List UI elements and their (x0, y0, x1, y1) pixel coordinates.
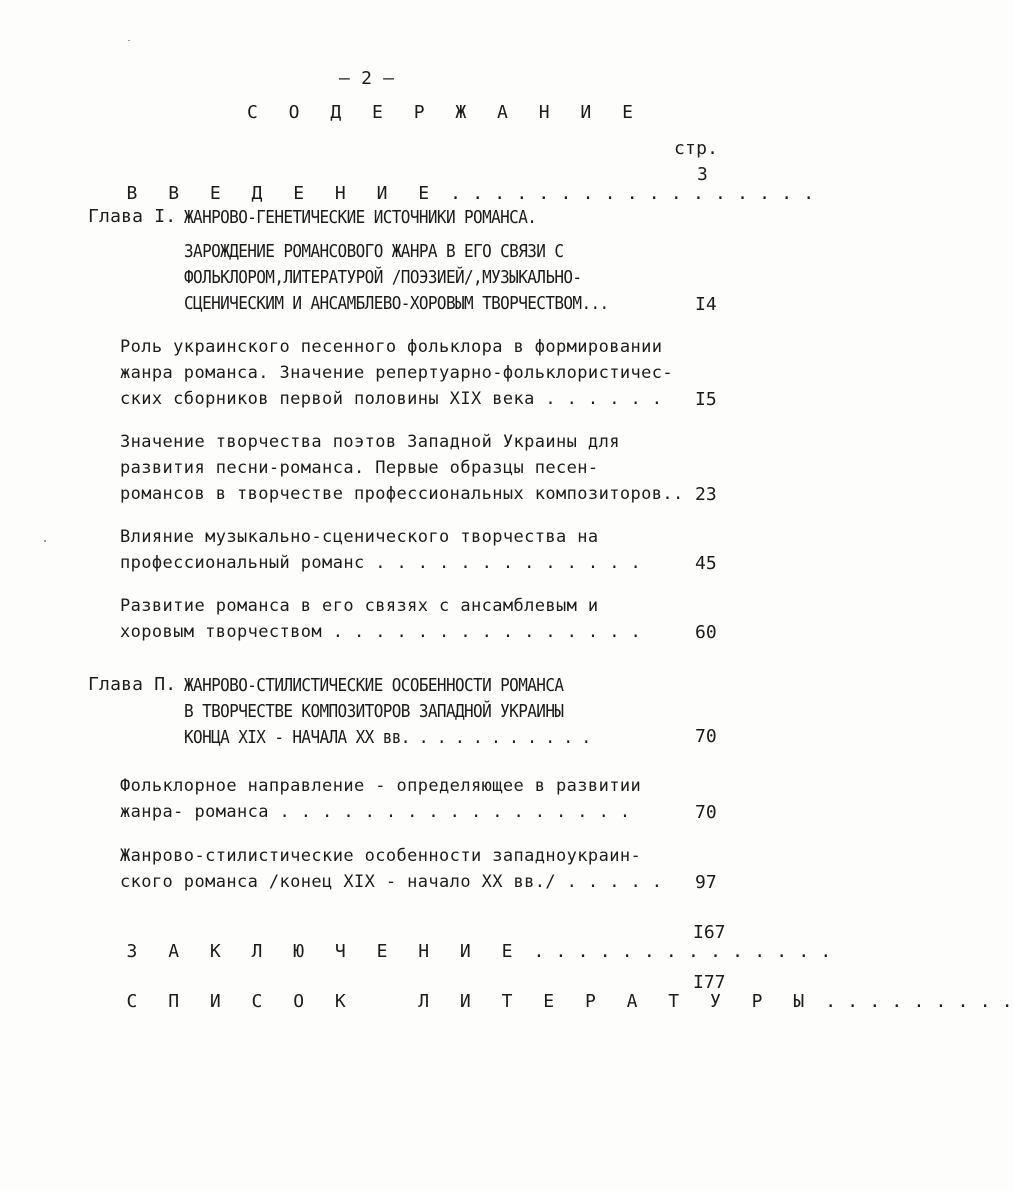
page-title: С О Д Е Р Ж А Н И Е (247, 102, 643, 123)
chapter1-label: Глава I. (88, 206, 177, 227)
introduction-title: В В Е Д Е Н И Е (126, 183, 440, 204)
section1-line2: жанра романса. Значение репертуарно-фольклористичес- (120, 363, 674, 383)
leader-dots: . . . . . . . . . . . . . . (522, 941, 832, 962)
page-column-label: стр. (674, 138, 719, 159)
section6-line1: Жанрово-стилистические особенности западноукраин- (120, 846, 642, 866)
section4-line1: Развитие романса в его связях с ансамблевым и (120, 596, 599, 616)
section5-page: 70 (695, 802, 717, 823)
section4-page: 60 (695, 622, 717, 643)
conclusion-title: З А К Л Ю Ч Е Н И Е (126, 941, 523, 962)
chapter1-subtitle-line3: СЦЕНИЧЕСКИМ И АНСАМБЛЕВО-ХОРОВЫМ ТВОРЧЕСТВОМ... (184, 292, 609, 314)
page-number: – 2 – (339, 68, 395, 89)
section4-line2: хоровым творчеством . . . . . . . . . . . . . . . (120, 622, 642, 642)
chapter1-subtitle-line1: ЗАРОЖДЕНИЕ РОМАНСОВОГО ЖАНРА В ЕГО СВЯЗИ С (184, 240, 564, 262)
section2-page: 23 (695, 484, 717, 505)
chapter1-subtitle-line2: ФОЛЬКЛОРОМ,ЛИТЕРАТУРОЙ /ПОЭЗИЕЙ/,МУЗЫКАЛЬНО- (184, 266, 582, 288)
bibliography-page: I77 (693, 972, 726, 993)
bibliography-title: С П И С О К Л И Т Е Р А Т У Р Ы (126, 991, 815, 1012)
section6-line2: ского романса /конец XIX - начало XX вв./ . . . . . (120, 872, 663, 892)
introduction-page: 3 (697, 164, 708, 185)
chapter2-title-line2: В ТВОРЧЕСТВЕ КОМПОЗИТОРОВ ЗАПАДНОЙ УКРАИНЫ (184, 700, 564, 722)
chapter1-title: ЖАНРОВО-ГЕНЕТИЧЕСКИЕ ИСТОЧНИКИ РОМАНСА. (184, 206, 537, 228)
chapter2-title-line1: ЖАНРОВО-СТИЛИСТИЧЕСКИЕ ОСОБЕННОСТИ РОМАНСА (184, 674, 564, 696)
leader-dots: . . . . . . . . . (814, 991, 1013, 1012)
conclusion-page: I67 (693, 922, 726, 943)
section3-line1: Влияние музыкально-сценического творчества на (120, 527, 599, 547)
chapter2-title-line3: КОНЦА XIX - НАЧАЛА XX вв. . . . . . . . . . . (184, 726, 591, 748)
leader-dots: . . . . . . . . . . . . . . . . . (439, 183, 815, 204)
section1-line1: Роль украинского песенного фольклора в формировании (120, 337, 663, 357)
section2-line1: Значение творчества поэтов Западной Украины для (120, 432, 620, 452)
section2-line2: развития песни-романса. Первые образцы песен- (120, 458, 599, 478)
section2-line3: романсов в творчестве профессиональных композиторов.. (120, 484, 684, 504)
section3-page: 45 (695, 553, 717, 574)
scan-mark (128, 40, 130, 41)
section1-line3: ских сборников первой половины XIX века . . . . . . (120, 389, 663, 409)
section5-line1: Фольклорное направление - определяющее в развитии (120, 776, 642, 796)
scan-mark (44, 540, 46, 542)
chapter1-page: I4 (695, 294, 717, 315)
section1-page: I5 (695, 389, 717, 410)
section3-line2: профессиональный романс . . . . . . . . . . . . . (120, 553, 642, 573)
section6-page: 97 (695, 872, 717, 893)
section5-line2: жанра- романса . . . . . . . . . . . . . . . . . (120, 802, 631, 822)
toc-entry-bibliography (88, 972, 1013, 1031)
chapter2-label: Глава П. (88, 674, 177, 695)
chapter2-page: 70 (695, 726, 717, 747)
